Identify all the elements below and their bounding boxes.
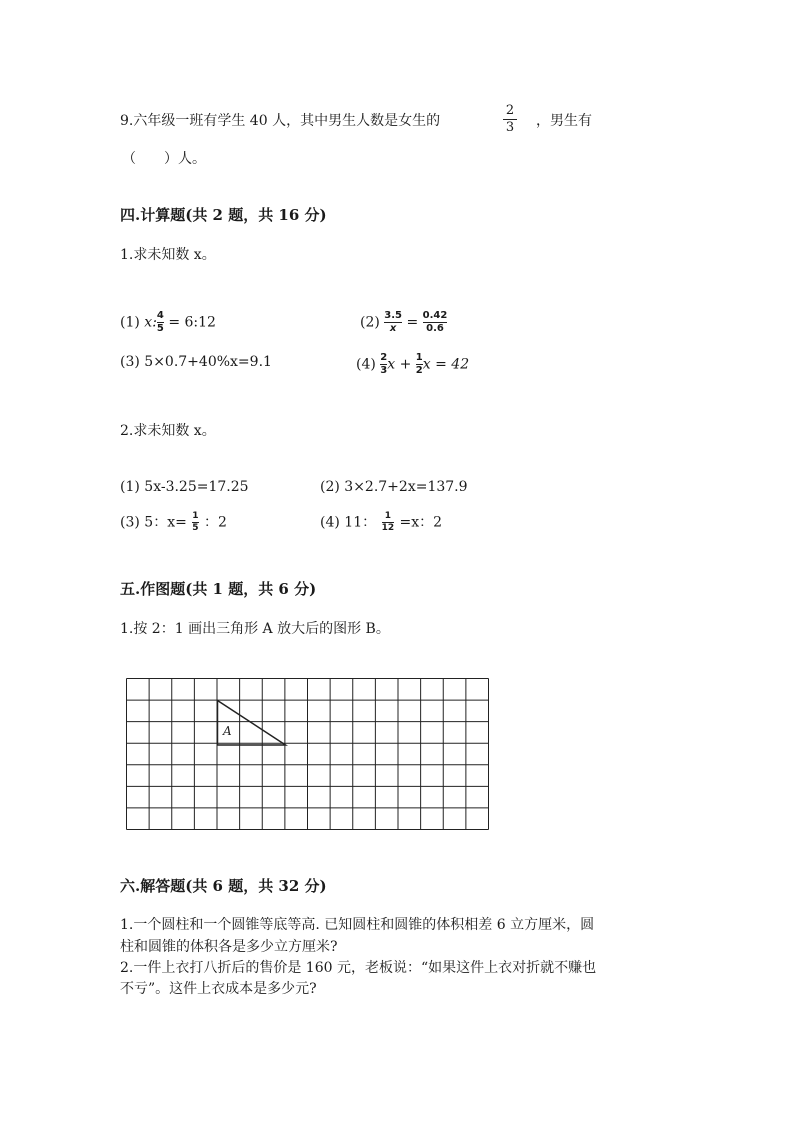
s6-q2-line2: 不亏”。这件上衣成本是多少元? (120, 981, 317, 997)
s4-q1-p4-fraction-2: $\frac{1}{2}$ (415, 352, 423, 376)
s4-q2-prompt: 2.求未知数 x。 (120, 423, 216, 439)
s4-q1-p1-x: x: (144, 314, 157, 331)
q9-fraction-numerator: 2 (505, 103, 515, 118)
s4-q2-p3-fraction: $\frac{1}{5}$ (192, 511, 199, 533)
triangle-a (218, 701, 286, 746)
q9-fraction-denominator: 3 (505, 120, 515, 135)
s4-q1-p2-label: (2) (360, 314, 380, 331)
s4-q1-p1-fraction: $\frac{4}{5}$ (156, 310, 164, 334)
s4-q1-p2-fraction-2: $\frac{0.42}{0.6}$ (422, 310, 448, 334)
s6-q2-line1: 2.一件上衣打八折后的售价是 160 元，老板说：“如果这件上衣对折就不赚也 (120, 960, 597, 976)
s4-q1-problem-4: (4) $\frac{2}{3}$ x + $\frac{1}{2}$ x = 42 (356, 352, 470, 376)
q9-text-after: ，男生有 (536, 113, 592, 129)
s4-q1-problem-1 (120, 311, 216, 334)
s4-q2-problem-1: (1) 5x-3.25=17.25 (120, 479, 249, 495)
s4-q1-p4-fraction-1: $\frac{2}{3}$ (380, 352, 388, 376)
drawing-grid[interactable] (126, 678, 490, 831)
s4-q1-p2-fraction-1: $\frac{3.5}{x}$ (384, 310, 403, 334)
q9-text: 9.六年级一班有学生 40 人，其中男生人数是女生的 (120, 113, 441, 129)
s4-q2-problem-2: (2) 3×2.7+2x=137.9 (320, 479, 468, 495)
s4-q1-p1-rest: = 6:12 (163, 314, 216, 331)
q9-answer-blank: （ ）人。 (122, 151, 206, 167)
q9-fraction (503, 104, 517, 135)
s4-q1-prompt: 1.求未知数 x。 (120, 247, 216, 263)
s5-q1-prompt: 1.按 2：1 画出三角形 A 放大后的图形 B。 (120, 621, 390, 637)
section4-heading: 四.计算题(共 2 题，共 16 分) (120, 206, 327, 224)
section6-heading: 六.解答题(共 6 题，共 32 分) (120, 877, 327, 895)
s4-q1-problem-2: (2) $\frac{3.5}{x}$ = $\frac{0.42}{0.6}$ (360, 310, 448, 334)
s4-q2-problem-3: (3) 5：x= $\frac{1}{5}$ ：2 (120, 511, 227, 533)
s4-q2-problem-4: (4) 11： $\frac{1}{12}$ =x：2 (320, 511, 443, 533)
s6-q1-line2: 柱和圆锥的体积各是多少立方厘米? (120, 939, 338, 955)
s4-q2-p4-fraction: $\frac{1}{12}$ (381, 511, 395, 533)
section5-heading: 五.作图题(共 1 题，共 6 分) (120, 580, 317, 598)
triangle-a-label: A (223, 724, 232, 738)
s4-q1-problem-3: (3) 5×0.7+40%x=9.1 (120, 354, 272, 370)
s4-q1-p1-label: (1) (120, 314, 140, 331)
s6-q1-line1: 1.一个圆柱和一个圆锥等底等高. 已知圆柱和圆锥的体积相差 6 立方厘米，圆 (120, 917, 595, 933)
